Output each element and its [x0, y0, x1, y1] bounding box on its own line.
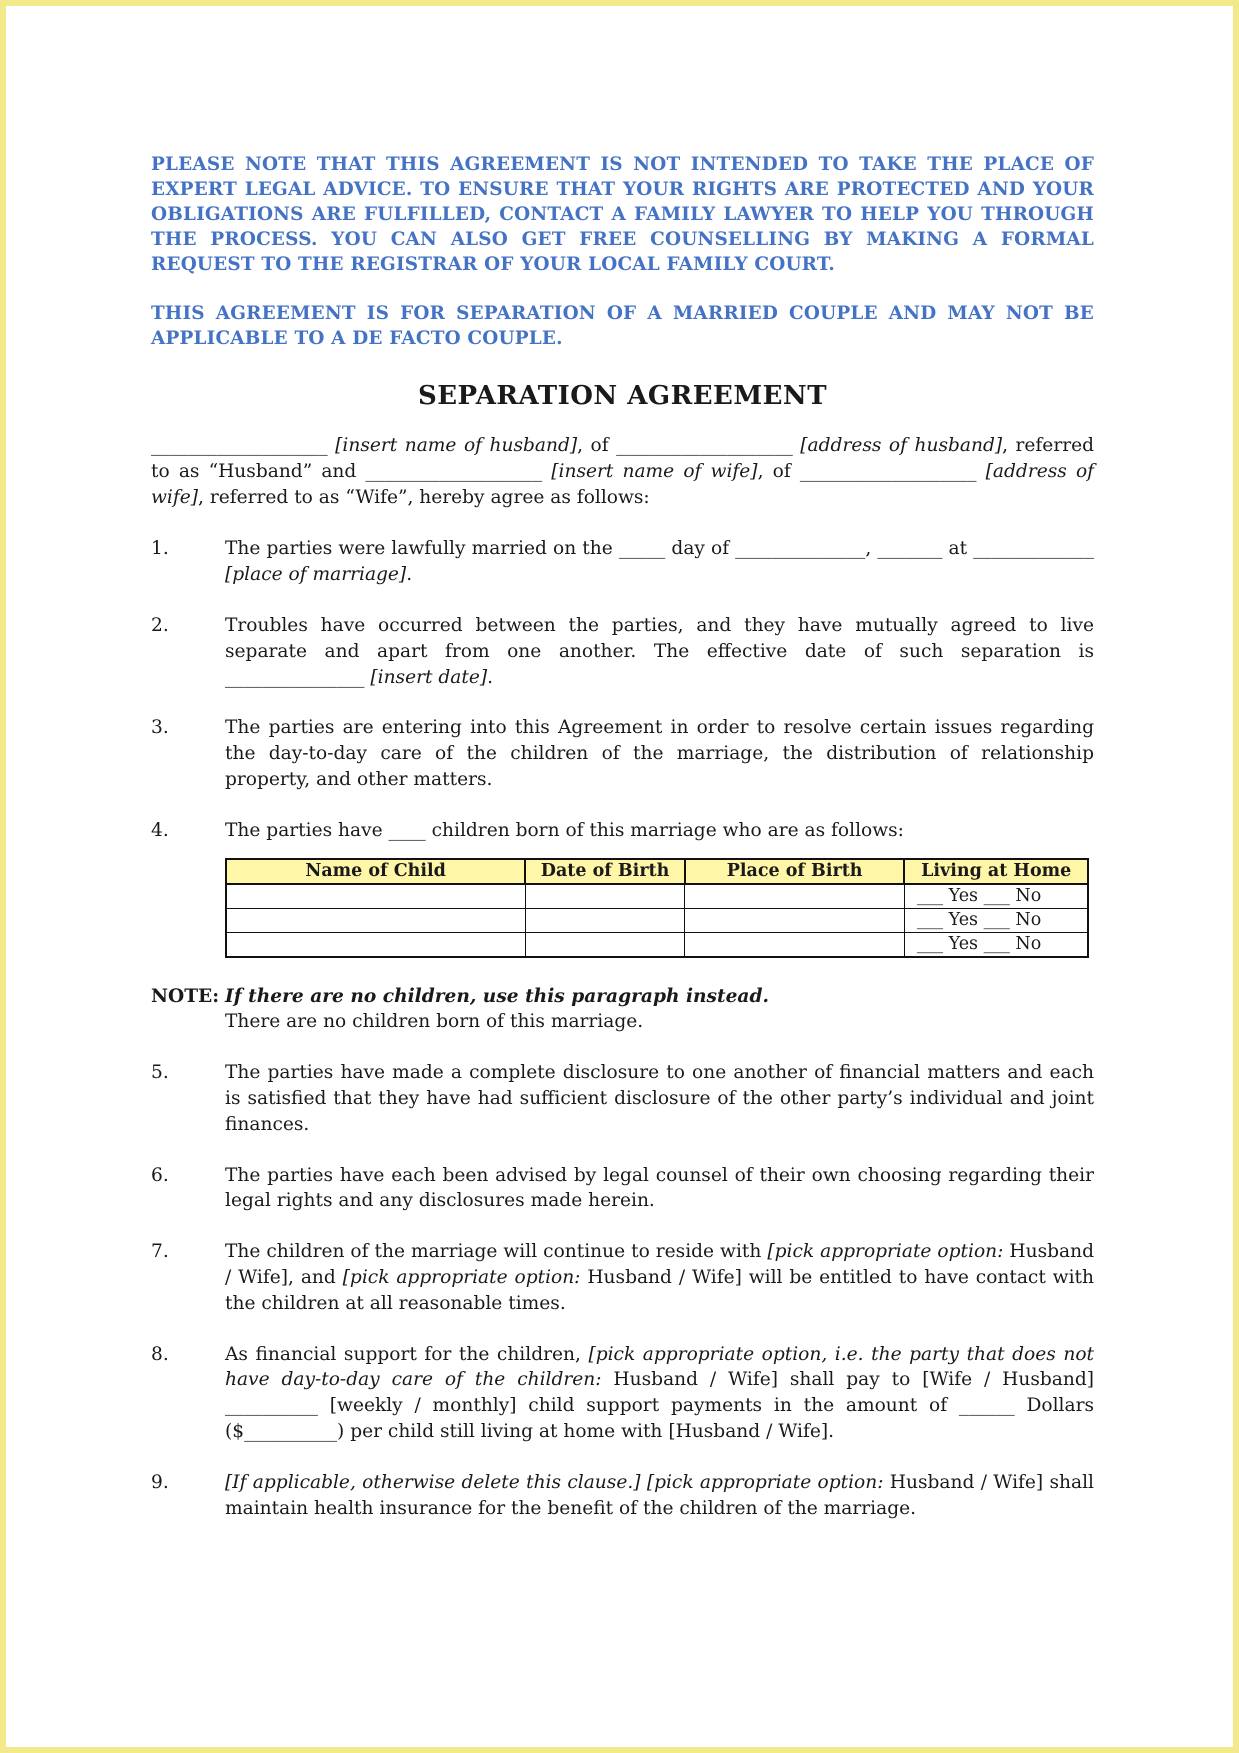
clause-7	[151, 1239, 1094, 1316]
note-label: NOTE:	[151, 985, 220, 1007]
no-children-note	[151, 984, 1094, 1036]
clause-number: 8.	[151, 1343, 169, 1365]
clause-2	[151, 613, 1094, 690]
intro-paragraph: ___________________ [insert name of husband], of ___________________ [address of husband], referred to as “Husband” and ___________________ [insert name of wife], of ___________________ [address of wife], referred to as “Wife”, hereby agree as follows:	[151, 435, 1095, 508]
column-header-name: Name of Child	[226, 859, 525, 884]
table-row	[226, 884, 1088, 909]
clause-number: 7.	[151, 1241, 169, 1263]
table-row	[226, 908, 1088, 932]
insert-husband-name: [insert name of husband]	[335, 435, 578, 456]
table-row	[226, 932, 1088, 957]
clause-text: The parties were lawfully married on the _____ day of ______________, _______ at _____________ [place of marriage].	[225, 538, 1094, 586]
clause-text: Troubles have occurred between the parties, and they have mutually agreed to live separate and apart from one another. The effective date of such separation is _______________ [insert date].	[225, 614, 1094, 688]
children-table	[225, 858, 1089, 958]
insert-wife-address: [address of wife]	[151, 460, 1095, 508]
clause-number: 5.	[151, 1062, 169, 1084]
child-place-cell[interactable]	[685, 908, 904, 932]
child-dob-cell[interactable]	[525, 932, 685, 957]
clause-3	[151, 715, 1094, 792]
child-living-cell[interactable]: ___ Yes ___ No	[904, 908, 1088, 932]
column-header-living: Living at Home	[904, 859, 1088, 884]
child-dob-cell[interactable]	[525, 908, 685, 932]
husband-name-blank[interactable]: ___________________	[151, 435, 328, 456]
insert-wife-name: [insert name of wife]	[551, 460, 758, 482]
wife-name-blank[interactable]: ___________________	[365, 460, 543, 482]
clause-4	[151, 818, 1094, 844]
clause-9	[151, 1470, 1094, 1522]
clause-text: The children of the marriage will continue to reside with [pick appropriate option: Husband / Wife], and [pick appropriate option: Husband / Wife] will be entitled to have contact with the children at all reasonable times.	[225, 1241, 1094, 1314]
child-name-cell[interactable]	[226, 932, 525, 957]
clause-number: 2.	[151, 614, 169, 636]
child-name-cell[interactable]	[226, 908, 525, 932]
column-header-place: Place of Birth	[685, 859, 904, 884]
clause-text: The parties have ____ children born of this marriage who are as follows:	[225, 819, 904, 841]
legal-advice-notice: PLEASE NOTE THAT THIS AGREEMENT IS NOT INTENDED TO TAKE THE PLACE OF EXPERT LEGAL ADVICE. TO ENSURE THAT YOUR RIGHTS ARE PROTECTED AND YOUR OBLIGATIONS ARE FULFILLED, CONTACT A FAMILY LAWYER TO HELP YOU THROUGH THE PROCESS. YOU CAN ALSO GET FREE COUNSELLING BY MAKING A FORMAL REQUEST TO THE REGISTRAR OF YOUR LOCAL FAMILY COURT.	[151, 154, 1094, 275]
husband-address-blank[interactable]: ___________________	[616, 435, 793, 456]
child-place-cell[interactable]	[685, 884, 904, 909]
clause-text: [If applicable, otherwise delete this clause.] [pick appropriate option: Husband / Wife] shall maintain health insurance for the benefit of the children of the marriage.	[225, 1471, 1094, 1519]
married-couple-notice: THIS AGREEMENT IS FOR SEPARATION OF A MARRIED COUPLE AND MAY NOT BE APPLICABLE TO A DE FACTO COUPLE.	[151, 303, 1094, 349]
document-body	[151, 152, 1094, 1546]
clause-text: The parties have made a complete disclosure to one another of financial matters and each is satisfied that they have had sufficient disclosure of the other party’s individual and joint finances.	[225, 1062, 1094, 1135]
clause-8	[151, 1342, 1094, 1445]
clause-number: 3.	[151, 717, 169, 739]
clause-5	[151, 1060, 1094, 1137]
clause-6	[151, 1163, 1094, 1215]
note-instruction: If there are no children, use this paragraph instead.	[225, 985, 769, 1007]
clause-number: 9.	[151, 1471, 169, 1493]
child-place-cell[interactable]	[685, 932, 904, 957]
table-header-row	[226, 859, 1088, 884]
child-dob-cell[interactable]	[525, 884, 685, 909]
clause-number: 1.	[151, 538, 169, 560]
child-name-cell[interactable]	[226, 884, 525, 909]
clause-number: 4.	[151, 819, 169, 841]
document-title: SEPARATION AGREEMENT	[417, 381, 828, 411]
clause-number: 6.	[151, 1164, 169, 1186]
insert-husband-address: [address of husband]	[800, 435, 1003, 456]
child-living-cell[interactable]: ___ Yes ___ No	[904, 932, 1088, 957]
clause-text: As financial support for the children, [pick appropriate option, i.e. the party that does not have day-to-day care of the children: Husband / Wife] shall pay to [Wife / Husband] __________ [weekly / monthly] child support payments in the amount of ______ Dollars ($__________) per child still living at home with [Husband / Wife].	[225, 1343, 1094, 1442]
clause-text: The parties are entering into this Agreement in order to resolve certain issues regarding the day-to-day care of the children of the marriage, the distribution of relationship property, and other matters.	[225, 717, 1094, 790]
column-header-dob: Date of Birth	[525, 859, 685, 884]
note-text: There are no children born of this marriage.	[225, 1011, 644, 1033]
clause-1	[151, 536, 1094, 588]
child-living-cell[interactable]: ___ Yes ___ No	[904, 884, 1088, 909]
wife-address-blank[interactable]: ___________________	[799, 460, 977, 482]
clause-text: The parties have each been advised by legal counsel of their own choosing regarding their legal rights and any disclosures made herein.	[225, 1164, 1094, 1212]
